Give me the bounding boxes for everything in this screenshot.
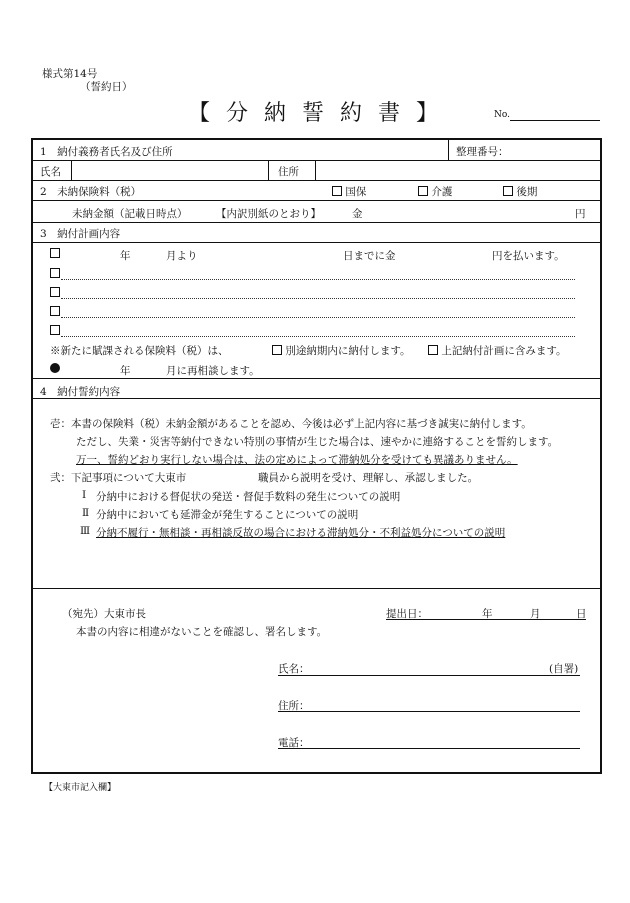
title-char: 納 xyxy=(263,101,294,126)
submission-date-label: 提出日： xyxy=(386,608,428,620)
checkbox[interactable] xyxy=(50,325,60,335)
currency-yen: 円 xyxy=(575,208,586,220)
rule xyxy=(268,160,269,180)
option-kaigo[interactable] xyxy=(418,184,452,199)
rule xyxy=(31,242,600,243)
title-char: 【 xyxy=(187,101,218,126)
pledge-1: 壱：本書の保険料（税）未納金額があることを認め、今後は必ず上記内容に基づき誠実に納付します。 xyxy=(50,418,532,430)
breakdown-note: 【内訳別紙のとおり】 xyxy=(216,208,321,220)
consult-month: 月に再相談します。 xyxy=(166,365,260,377)
option-label: 上記納付計画に含みます。 xyxy=(441,345,567,357)
title-char: 誓 xyxy=(301,101,332,126)
checkbox[interactable] xyxy=(50,248,60,258)
signer-address-label: 住所： xyxy=(278,700,310,712)
confirmation-text: 本書の内容に相違がないことを確認し、署名します。 xyxy=(76,626,328,638)
pledge-2: 弐：下記事項について大東市 xyxy=(50,472,187,484)
reference-number-label: 整理番号： xyxy=(456,146,509,158)
checkbox[interactable] xyxy=(418,186,428,196)
plan-checkbox[interactable] xyxy=(50,325,60,337)
checkbox[interactable] xyxy=(50,287,60,297)
plan-checkbox[interactable] xyxy=(50,268,60,280)
signer-phone-field[interactable] xyxy=(278,748,580,749)
document-title xyxy=(184,96,450,127)
checkbox[interactable] xyxy=(428,345,438,355)
office-use-label: 【大東市記入欄】 xyxy=(44,783,117,793)
currency-kin: 金 xyxy=(352,208,363,220)
plan-pay: 円を払います。 xyxy=(492,250,565,262)
section-heading: 2 未納保険料（税） xyxy=(40,186,142,198)
option-label: 後期 xyxy=(516,186,538,198)
section-heading: 1 納付義務者氏名及び住所 xyxy=(40,146,173,158)
checkbox[interactable] xyxy=(272,345,282,355)
plan-checkbox[interactable] xyxy=(50,306,60,318)
item-number: Ⅰ xyxy=(82,489,87,501)
number-field[interactable] xyxy=(510,120,600,121)
option-label: 別途納期内に納付します。 xyxy=(285,345,411,357)
plan-line[interactable] xyxy=(61,298,575,299)
form-code: 様式第14号 xyxy=(42,68,98,80)
date-month: 月 xyxy=(530,608,541,620)
date-year: 年 xyxy=(482,608,493,620)
unpaid-amount-label: 未納金額（記載日時点） xyxy=(72,208,188,220)
explanation-item-1: 分納中における督促状の発送・督促手数料の発生についての説明 xyxy=(96,491,401,503)
option-separate[interactable] xyxy=(272,343,411,358)
addressee: （宛先）大東市長 xyxy=(62,608,146,620)
number-label: No. xyxy=(494,110,510,120)
checkbox[interactable] xyxy=(503,186,513,196)
signer-name-field[interactable] xyxy=(278,675,580,676)
plan-year: 年 xyxy=(120,250,131,262)
title-char: 書 xyxy=(377,101,408,126)
signer-phone-label: 電話： xyxy=(278,737,310,749)
checkbox[interactable] xyxy=(50,268,60,278)
bullet-icon xyxy=(50,363,60,375)
plan-checkbox[interactable] xyxy=(50,248,60,260)
item-number: Ⅱ xyxy=(82,507,90,519)
option-include[interactable] xyxy=(428,343,567,358)
form-date-label: （誓約日） xyxy=(80,81,133,93)
section-heading: 4 納付誓約内容 xyxy=(40,386,121,398)
explanation-item-2: 分納中においても延滞金が発生することについての説明 xyxy=(96,509,359,521)
rule xyxy=(31,378,600,379)
name-label: 氏名 xyxy=(40,166,61,178)
pledge-2-tail: 職員から説明を受け、理解し、承認しました。 xyxy=(258,472,479,484)
plan-checkbox[interactable] xyxy=(50,287,60,299)
rule xyxy=(448,139,449,160)
self-signature-note: (自署) xyxy=(549,663,579,675)
consult-year: 年 xyxy=(120,365,131,377)
plan-line[interactable] xyxy=(61,317,575,318)
rule xyxy=(315,160,316,180)
signer-name-label: 氏名： xyxy=(278,663,310,675)
rule xyxy=(31,200,600,201)
explanation-item-3: 分納不履行・無相談・再相談反故の場合における滞納処分・不利益処分についての説明 xyxy=(96,527,506,539)
plan-until: 日までに金 xyxy=(343,250,396,262)
option-label: 国保 xyxy=(345,186,367,198)
plan-month-from: 月より xyxy=(166,250,198,262)
option-label: 介護 xyxy=(431,186,453,198)
date-day: 日 xyxy=(576,608,587,620)
rule xyxy=(31,180,600,181)
pledge-1-line2: ただし、失業・災害等納付できない特別の事情が生じた場合は、速やかに連絡することを誓約します。 xyxy=(76,436,559,448)
new-assessment-note: ※新たに賦課される保険料（税）は、 xyxy=(50,345,229,357)
checkbox[interactable] xyxy=(50,306,60,316)
address-label: 住所 xyxy=(278,166,299,178)
section-heading: 3 納付計画内容 xyxy=(40,228,121,240)
rule xyxy=(31,222,600,223)
title-char: 】 xyxy=(415,101,446,126)
title-char: 約 xyxy=(339,101,370,126)
title-char: 分 xyxy=(225,101,256,126)
rule xyxy=(71,160,72,180)
signer-address-field[interactable] xyxy=(278,711,580,712)
option-kokuho[interactable] xyxy=(332,184,366,199)
option-kouki[interactable] xyxy=(503,184,537,199)
item-number: Ⅲ xyxy=(80,525,91,537)
rule xyxy=(31,588,600,589)
plan-line[interactable] xyxy=(61,336,575,337)
pledge-1-line3: 万一、誓約どおり実行しない場合は、法の定めによって滞納処分を受けても異議ありません。 xyxy=(76,454,518,466)
checkbox[interactable] xyxy=(332,186,342,196)
plan-line[interactable] xyxy=(61,279,575,280)
